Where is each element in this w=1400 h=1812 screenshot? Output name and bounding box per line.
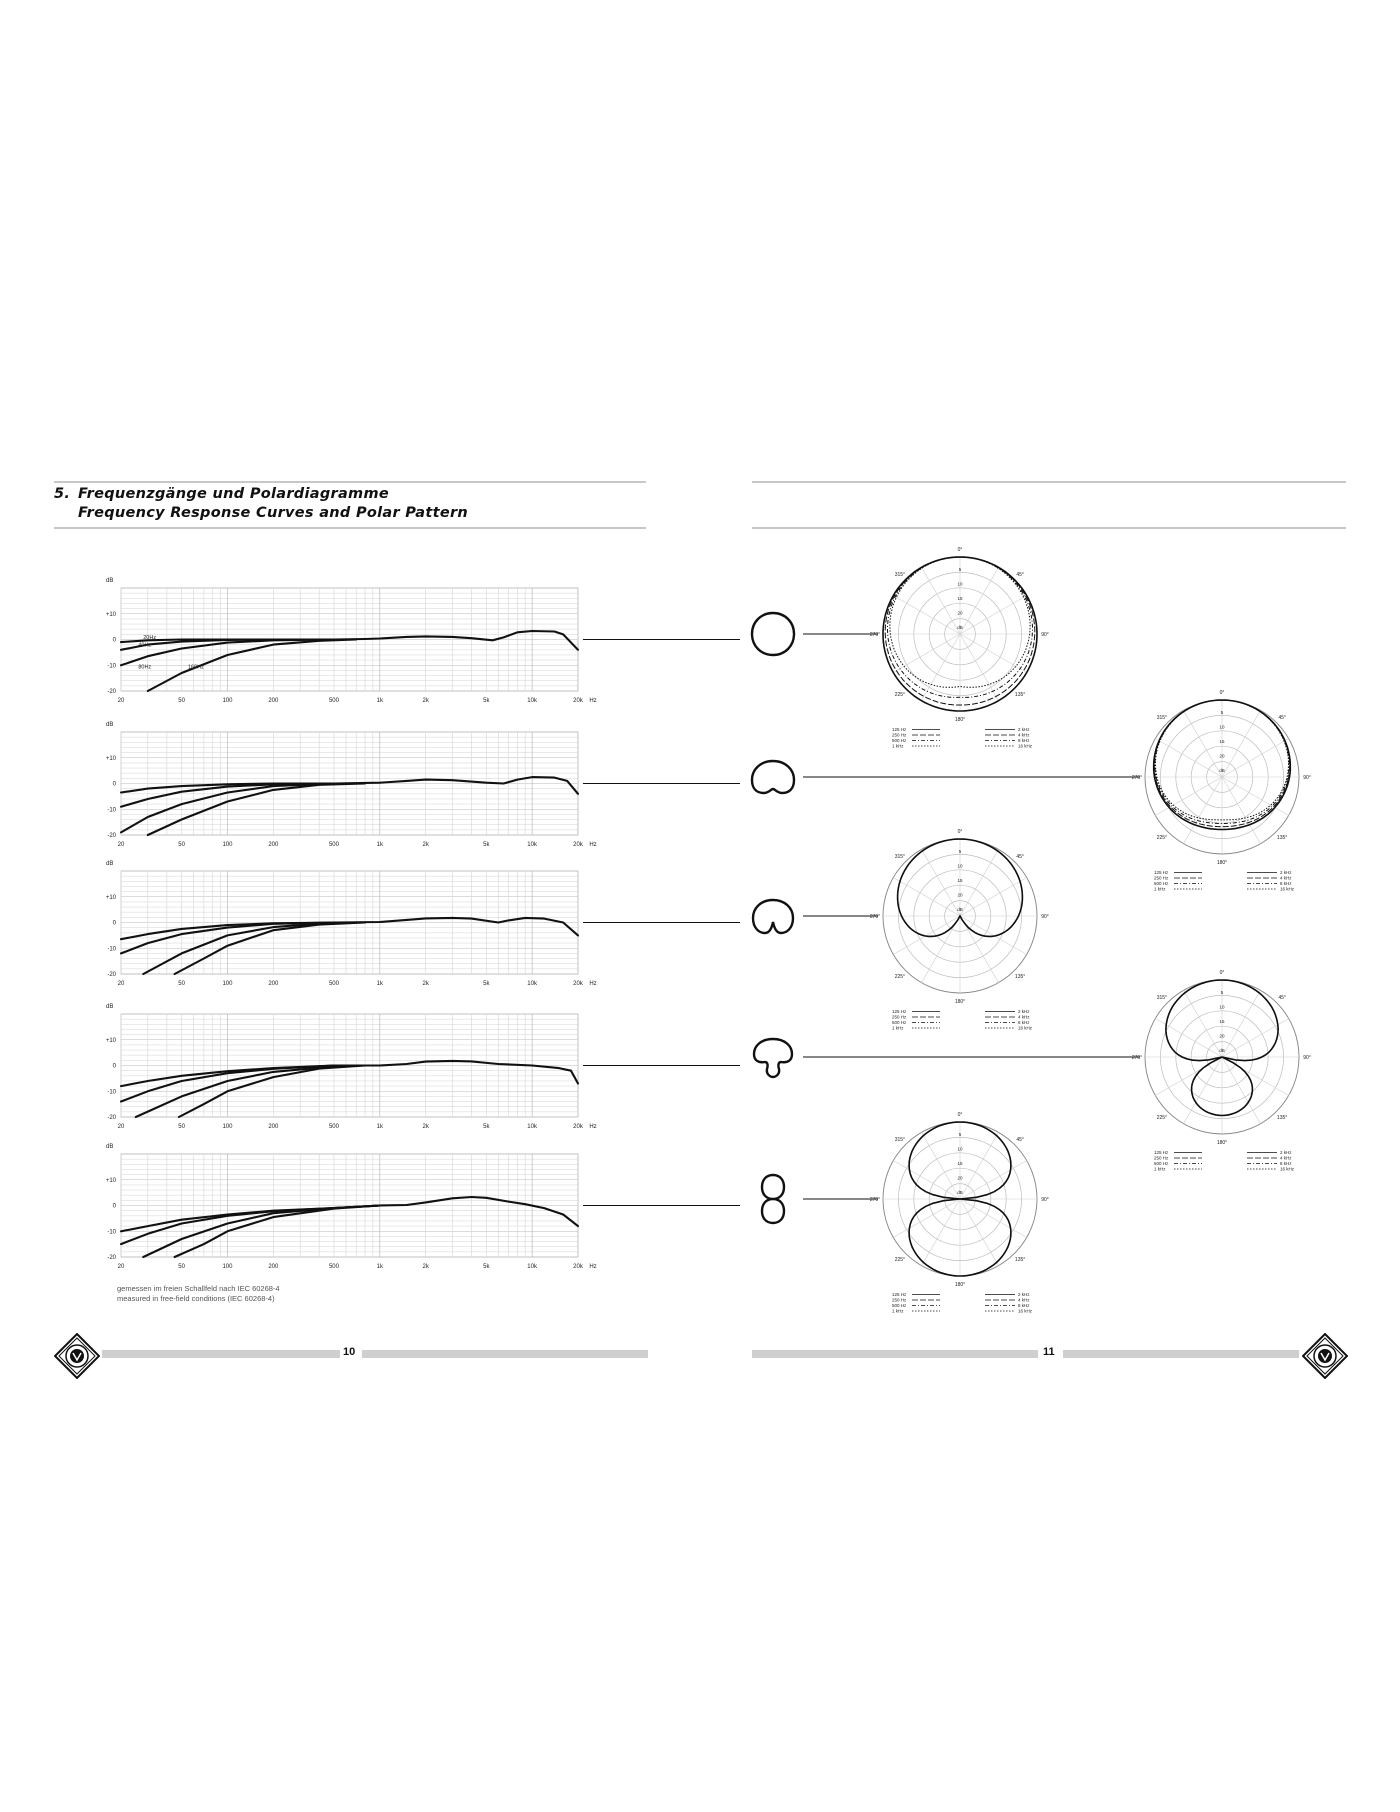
polar-spoke <box>893 878 960 917</box>
y-tick-label: -20 <box>107 972 116 978</box>
y-tick-label: 0 <box>112 1203 116 1210</box>
polar-spoke <box>1222 710 1261 777</box>
polar-angle-label: 0° <box>957 1112 963 1118</box>
y-tick-label: 0 <box>112 637 116 644</box>
legend-label: 1 kHz <box>892 743 904 749</box>
x-axis-unit-label: Hz <box>589 1264 597 1270</box>
x-tick-label: 10k <box>527 698 537 704</box>
x-tick-label: 50 <box>178 1264 185 1270</box>
legend-label: 4 kHz <box>1018 732 1030 738</box>
x-tick-label: 100 <box>222 1124 233 1130</box>
polar-ring-label: 5 <box>958 849 962 854</box>
polar-angle-label: 90° <box>1041 632 1049 638</box>
x-tick-label: 20 <box>117 981 125 987</box>
x-tick-label: 20 <box>117 698 125 704</box>
pattern-shape-icon <box>754 1039 792 1077</box>
polar-ring-label: 20 <box>957 892 963 898</box>
pattern-shape-icon <box>752 761 794 793</box>
polar-spoke <box>1155 739 1222 778</box>
pattern-icon <box>752 613 794 655</box>
curve-label: 160Hz <box>187 664 204 671</box>
polar-ring-label: 20 <box>1219 753 1225 759</box>
polar-ring-label: 10 <box>957 581 963 587</box>
polar-spoke <box>960 1161 1027 1200</box>
response-curve <box>121 918 578 939</box>
polar-ring-label: dB <box>1219 1048 1225 1053</box>
y-tick-label: -10 <box>107 807 116 814</box>
polar-angle-label: 135° <box>1014 974 1026 981</box>
polar-angle-label: 225° <box>894 1257 906 1264</box>
x-tick-label: 200 <box>268 981 279 987</box>
x-tick-label: 5k <box>483 1124 490 1130</box>
polar-spoke <box>960 878 1027 917</box>
legend-label: 16 kHz <box>1280 1166 1295 1172</box>
legend-label: 8 kHz <box>1018 1020 1030 1025</box>
legend-label: 2 kHz <box>1280 1150 1292 1155</box>
x-tick-label: 20 <box>117 842 125 848</box>
axis-unit-label: dB <box>106 861 114 867</box>
y-tick-label: -10 <box>107 1089 116 1096</box>
legend-label: 16 kHz <box>1280 886 1295 892</box>
polar-ring-label: dB <box>957 625 963 630</box>
x-tick-label: 500 <box>328 842 339 848</box>
legend-label: 125 Hz <box>892 727 907 732</box>
legend-label: 250 Hz <box>892 732 907 738</box>
brand-logo-icon <box>54 1333 100 1379</box>
polar-angle-label: 270° <box>869 1197 881 1203</box>
axis-unit-label: dB <box>106 722 114 728</box>
polar-chart <box>870 829 1049 1031</box>
pattern-shape-icon <box>752 613 794 655</box>
polar-angle-label: 0° <box>957 829 963 835</box>
legend-label: 1 kHz <box>1154 886 1166 892</box>
polar-spoke <box>960 634 999 701</box>
x-tick-label: 1k <box>376 698 383 704</box>
polar-spoke <box>1222 1057 1261 1124</box>
y-tick-label: 0 <box>112 781 116 788</box>
polar-ring-label: 10 <box>1219 724 1225 730</box>
polar-spoke <box>960 916 1027 955</box>
x-axis-unit-label: Hz <box>589 842 597 848</box>
legend-label: 125 Hz <box>892 1292 907 1297</box>
polar-angle-label: 45° <box>1278 994 1286 1001</box>
curve-label: 40Hz <box>138 642 152 649</box>
x-tick-label: 50 <box>178 698 185 704</box>
polar-spoke <box>1155 1019 1222 1058</box>
legend-label: 8 kHz <box>1280 1161 1292 1166</box>
legend-label: 250 Hz <box>1154 1155 1169 1161</box>
polar-ring-label: 5 <box>1220 990 1224 995</box>
polar-angle-label: 45° <box>1278 714 1286 721</box>
page-number-left: 10 <box>343 1346 356 1358</box>
legend-label: 500 Hz <box>892 738 907 743</box>
polar-angle-label: 225° <box>894 974 906 981</box>
polar-spoke <box>893 916 960 955</box>
x-tick-label: 200 <box>268 842 279 848</box>
x-tick-label: 1k <box>376 1264 383 1270</box>
polar-spoke <box>960 916 999 983</box>
polar-angle-label: 270° <box>1131 1055 1143 1061</box>
x-tick-label: 2k <box>422 981 429 987</box>
polar-spoke <box>960 596 1027 635</box>
y-tick-label: +10 <box>105 1177 116 1184</box>
x-tick-label: 10k <box>527 1264 537 1270</box>
polar-angle-label: 90° <box>1303 775 1311 781</box>
legend-label: 4 kHz <box>1280 875 1292 881</box>
y-tick-label: 0 <box>112 920 116 927</box>
x-tick-label: 20k <box>573 842 583 848</box>
x-tick-label: 20 <box>117 1264 125 1270</box>
polar-spoke <box>960 849 999 916</box>
x-tick-label: 20 <box>117 1124 125 1130</box>
polar-angle-label: 315° <box>1156 994 1168 1001</box>
polar-angle-label: 180° <box>954 999 966 1005</box>
polar-angle-label: 45° <box>1016 1136 1024 1143</box>
polar-ring-label: 20 <box>1219 1033 1225 1039</box>
frequency-chart <box>106 1144 740 1270</box>
x-tick-label: 5k <box>483 1264 490 1270</box>
legend-label: 4 kHz <box>1018 1297 1030 1303</box>
polar-ring-label: 10 <box>957 863 963 869</box>
polar-angle-label: 315° <box>894 571 906 578</box>
polar-angle-label: 90° <box>1303 1055 1311 1061</box>
x-tick-label: 200 <box>268 1124 279 1130</box>
polar-spoke <box>893 634 960 673</box>
polar-ring-label: 10 <box>957 1146 963 1152</box>
y-tick-label: +10 <box>105 1037 116 1044</box>
legend-label: 2 kHz <box>1018 727 1030 732</box>
x-tick-label: 200 <box>268 1264 279 1270</box>
x-tick-label: 500 <box>328 1264 339 1270</box>
y-tick-label: -20 <box>107 1115 116 1121</box>
polar-ring-label: dB <box>1219 768 1225 773</box>
y-tick-label: -10 <box>107 1229 116 1236</box>
x-tick-label: 500 <box>328 1124 339 1130</box>
x-tick-label: 100 <box>222 698 233 704</box>
legend-label: 4 kHz <box>1018 1014 1030 1020</box>
pattern-icon <box>754 1039 792 1077</box>
legend-label: 500 Hz <box>1154 1161 1169 1166</box>
x-tick-label: 5k <box>483 698 490 704</box>
section-number: 5. <box>54 486 71 502</box>
axis-unit-label: dB <box>106 578 114 584</box>
polar-spoke <box>893 1161 960 1200</box>
polar-ring-label: 15 <box>957 596 963 601</box>
y-tick-label: -20 <box>107 833 116 839</box>
polar-angle-label: 135° <box>1014 692 1026 699</box>
x-tick-label: 10k <box>527 1124 537 1130</box>
x-axis-unit-label: Hz <box>589 981 597 987</box>
y-tick-label: 0 <box>112 1063 116 1070</box>
footnote-german: gemessen im freien Schallfeld nach IEC 60268-4 <box>117 1284 280 1293</box>
polar-ring-label: 5 <box>958 567 962 572</box>
y-tick-label: -10 <box>107 663 116 670</box>
polar-spoke <box>960 1199 1027 1238</box>
frequency-chart <box>106 861 740 987</box>
legend-label: 500 Hz <box>892 1020 907 1025</box>
footer-bar-right-b <box>1063 1350 1299 1358</box>
polar-spoke <box>922 916 961 983</box>
x-tick-label: 50 <box>178 1124 185 1130</box>
legend-label: 1 kHz <box>1154 1166 1166 1172</box>
footnote <box>117 1284 280 1304</box>
legend-label: 250 Hz <box>1154 875 1169 881</box>
footer-bar-left-b <box>362 1350 648 1358</box>
legend-label: 1 kHz <box>892 1308 904 1314</box>
polar-angle-label: 315° <box>894 853 906 860</box>
x-tick-label: 100 <box>222 981 233 987</box>
x-tick-label: 100 <box>222 842 233 848</box>
legend-label: 2 kHz <box>1018 1292 1030 1297</box>
x-tick-label: 200 <box>268 698 279 704</box>
polar-angle-label: 90° <box>1041 914 1049 920</box>
axis-unit-label: dB <box>106 1144 114 1150</box>
polar-angle-label: 180° <box>954 717 966 723</box>
polar-ring-label: 15 <box>1219 739 1225 744</box>
frequency-chart <box>106 1004 740 1130</box>
polar-chart <box>870 547 1049 749</box>
legend-label: 125 Hz <box>1154 1150 1169 1155</box>
polar-angle-label: 225° <box>1156 835 1168 842</box>
polar-ring-label: 15 <box>957 878 963 883</box>
x-tick-label: 20k <box>573 1264 583 1270</box>
polar-spoke <box>1222 990 1261 1057</box>
y-tick-label: +10 <box>105 611 116 618</box>
x-tick-label: 100 <box>222 1264 233 1270</box>
polar-angle-label: 0° <box>1219 970 1225 976</box>
polar-spoke <box>960 1132 999 1199</box>
polar-angle-label: 270° <box>869 632 881 638</box>
polar-angle-label: 0° <box>957 547 963 553</box>
legend-label: 16 kHz <box>1018 1025 1033 1031</box>
x-tick-label: 10k <box>527 842 537 848</box>
x-tick-label: 1k <box>376 981 383 987</box>
polar-angle-label: 180° <box>1216 860 1228 866</box>
x-tick-label: 2k <box>422 698 429 704</box>
x-axis-unit-label: Hz <box>589 698 597 704</box>
x-tick-label: 20k <box>573 981 583 987</box>
polar-spoke <box>922 634 961 701</box>
pattern-shape-icon <box>753 900 793 933</box>
response-curve <box>121 1061 578 1086</box>
footnote-english: measured in free-field conditions (IEC 60268-4) <box>117 1294 275 1303</box>
legend-label: 8 kHz <box>1280 881 1292 886</box>
legend-label: 500 Hz <box>892 1303 907 1308</box>
title-german: Frequenzgänge und Polardiagramme <box>78 486 390 502</box>
legend-label: 16 kHz <box>1018 743 1033 749</box>
polar-angle-label: 180° <box>954 1282 966 1288</box>
legend-label: 125 Hz <box>892 1009 907 1014</box>
y-tick-label: +10 <box>105 755 116 762</box>
polar-angle-label: 135° <box>1014 1257 1026 1264</box>
polar-spoke <box>922 849 961 916</box>
polar-angle-label: 135° <box>1276 835 1288 842</box>
pattern-shape-icon <box>762 1175 784 1223</box>
polar-chart <box>870 1112 1049 1314</box>
polar-spoke <box>1184 990 1223 1057</box>
x-tick-label: 1k <box>376 1124 383 1130</box>
polar-spoke <box>893 1199 960 1238</box>
polar-ring-label: 20 <box>957 1175 963 1181</box>
title-english: Frequency Response Curves and Polar Pattern <box>78 505 469 521</box>
polar-angle-label: 135° <box>1276 1115 1288 1122</box>
x-tick-label: 2k <box>422 1124 429 1130</box>
x-tick-label: 2k <box>422 1264 429 1270</box>
polar-spoke <box>922 567 961 634</box>
legend-label: 125 Hz <box>1154 870 1169 875</box>
polar-spoke <box>1184 710 1223 777</box>
frequency-chart <box>106 722 740 848</box>
polar-ring-label: 20 <box>957 610 963 616</box>
polar-spoke <box>922 1199 961 1266</box>
legend-label: 1 kHz <box>892 1025 904 1031</box>
polar-angle-label: 315° <box>894 1136 906 1143</box>
polar-spoke <box>960 634 1027 673</box>
footer-bar-right-a <box>752 1350 1038 1358</box>
polar-ring-label: 10 <box>1219 1004 1225 1010</box>
polar-angle-label: 45° <box>1016 853 1024 860</box>
y-tick-label: -10 <box>107 946 116 953</box>
x-tick-label: 5k <box>483 842 490 848</box>
curve-label: 80Hz <box>138 664 152 671</box>
x-tick-label: 1k <box>376 842 383 848</box>
x-axis-unit-label: Hz <box>589 1124 597 1130</box>
polar-angle-label: 225° <box>894 692 906 699</box>
polar-ring-label: 15 <box>1219 1019 1225 1024</box>
polar-spoke <box>960 567 999 634</box>
polar-spoke <box>1222 1019 1289 1058</box>
x-tick-label: 20k <box>573 698 583 704</box>
frequency-chart <box>106 578 740 704</box>
polar-angle-label: 90° <box>1041 1197 1049 1203</box>
polar-angle-label: 225° <box>1156 1115 1168 1122</box>
polar-angle-label: 270° <box>1131 775 1143 781</box>
legend-label: 16 kHz <box>1018 1308 1033 1314</box>
polar-spoke <box>1222 739 1289 778</box>
polar-chart <box>1132 690 1311 892</box>
polar-angle-label: 270° <box>869 914 881 920</box>
curve-label: 20Hz <box>143 634 157 641</box>
x-tick-label: 20k <box>573 1124 583 1130</box>
polar-ring-label: dB <box>957 1190 963 1195</box>
x-tick-label: 500 <box>328 981 339 987</box>
legend-label: 250 Hz <box>892 1297 907 1303</box>
polar-ring-label: 15 <box>957 1161 963 1166</box>
legend-label: 8 kHz <box>1018 1303 1030 1308</box>
polar-spoke <box>1222 777 1261 844</box>
polar-chart <box>1132 970 1311 1172</box>
polar-angle-label: 180° <box>1216 1140 1228 1146</box>
y-tick-label: +10 <box>105 894 116 901</box>
x-tick-label: 10k <box>527 981 537 987</box>
polar-ring-label: 5 <box>1220 710 1224 715</box>
pattern-icon <box>753 900 793 933</box>
polar-angle-label: 315° <box>1156 714 1168 721</box>
legend-label: 250 Hz <box>892 1014 907 1020</box>
x-tick-label: 2k <box>422 842 429 848</box>
polar-spoke <box>893 596 960 635</box>
polar-ring-label: dB <box>957 907 963 912</box>
polar-ring-label: 5 <box>958 1132 962 1137</box>
legend-label: 500 Hz <box>1154 881 1169 886</box>
polar-angle-label: 45° <box>1016 571 1024 578</box>
pattern-icon <box>762 1175 784 1223</box>
page-number-right: 11 <box>1043 1346 1055 1358</box>
polar-angle-label: 0° <box>1219 690 1225 696</box>
y-tick-label: -20 <box>107 689 116 695</box>
legend-label: 8 kHz <box>1018 738 1030 743</box>
polar-spoke <box>960 1199 999 1266</box>
footer-bar-left-a <box>102 1350 340 1358</box>
polar-spoke <box>922 1132 961 1199</box>
polar-spoke <box>1184 1057 1223 1124</box>
legend-label: 4 kHz <box>1280 1155 1292 1161</box>
x-tick-label: 50 <box>178 981 185 987</box>
legend-label: 2 kHz <box>1280 870 1292 875</box>
y-tick-label: -20 <box>107 1255 116 1261</box>
axis-unit-label: dB <box>106 1004 114 1010</box>
polar-spoke <box>1184 777 1223 844</box>
x-tick-label: 500 <box>328 698 339 704</box>
pattern-icon <box>752 761 794 793</box>
brand-logo-icon <box>1302 1333 1348 1379</box>
x-tick-label: 5k <box>483 981 490 987</box>
polar-spoke <box>1222 777 1289 816</box>
legend-label: 2 kHz <box>1018 1009 1030 1014</box>
x-tick-label: 50 <box>178 842 185 848</box>
